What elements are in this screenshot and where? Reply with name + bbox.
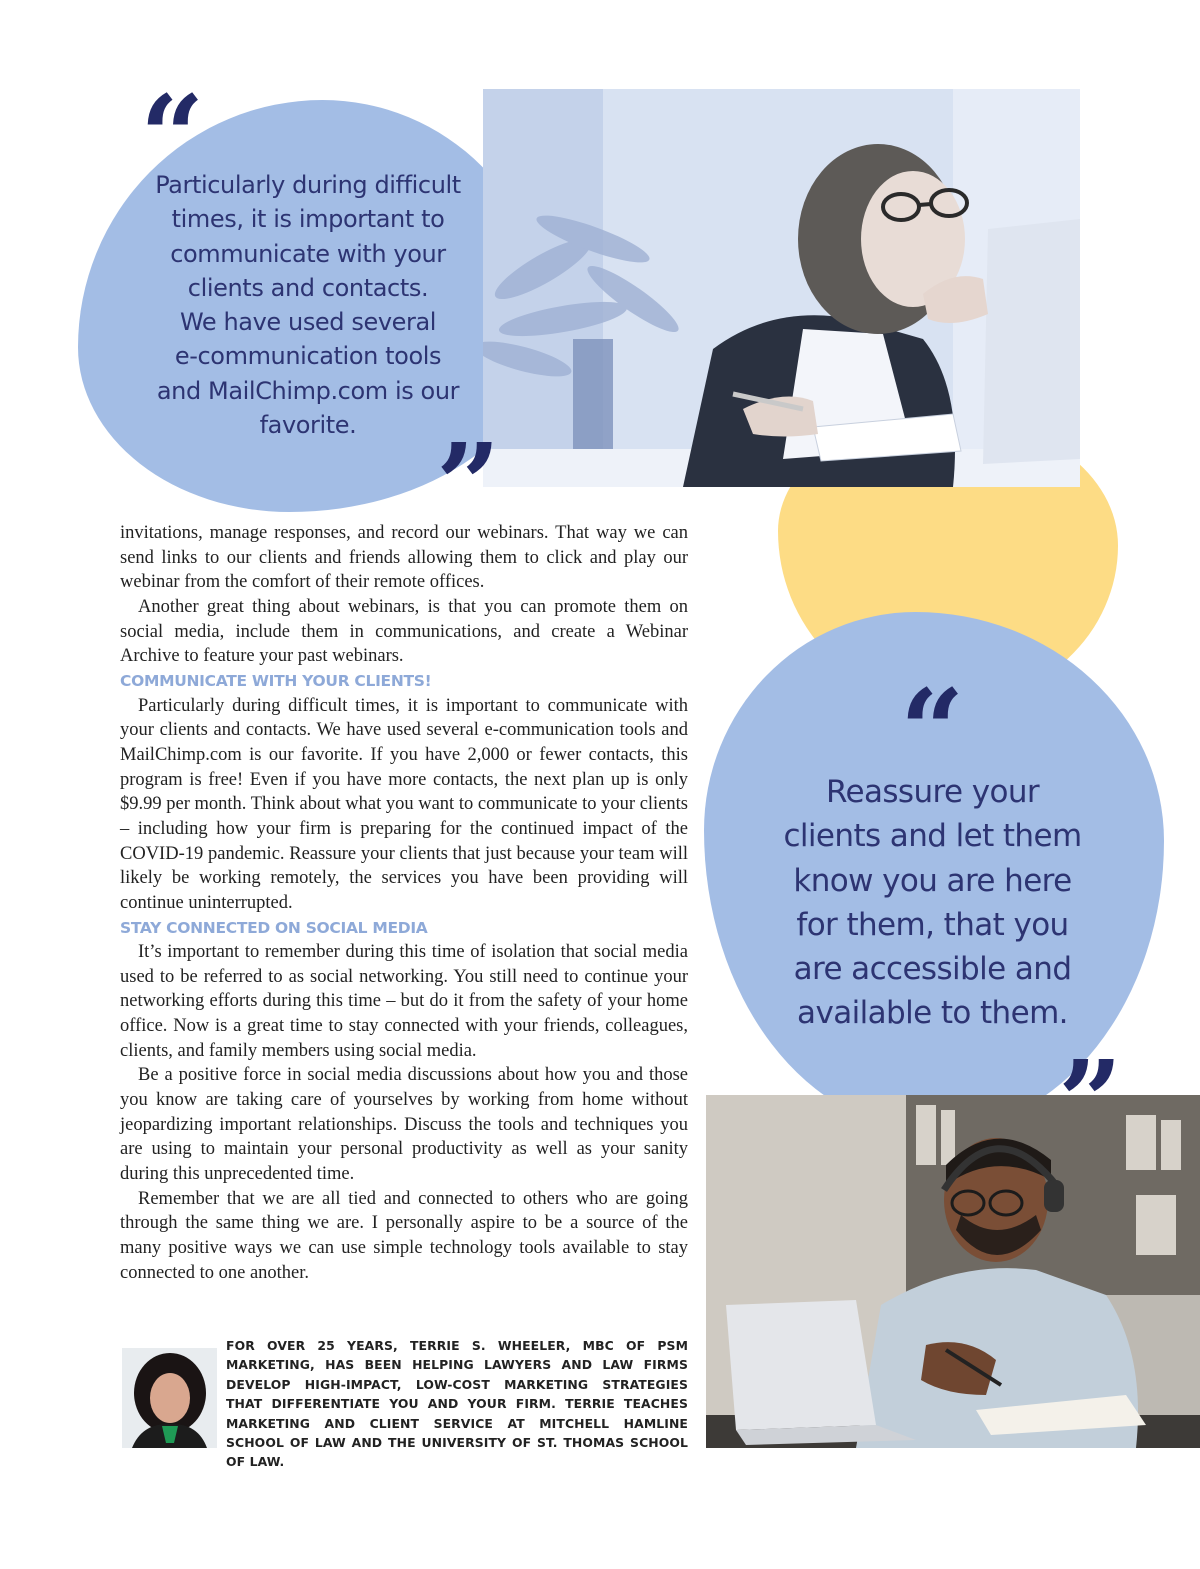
section-heading-social-media: STAY CONNECTED ON SOCIAL MEDIA [120,918,428,937]
open-quote-mark-right: “ [900,666,965,797]
man-photo-illustration [706,1095,1200,1448]
pull-quote-right-line: for them, that you [796,906,1069,943]
pull-quote-top-line: communicate with your [170,239,446,268]
close-quote-mark-right: ” [1058,1037,1123,1168]
author-headshot [122,1348,217,1448]
pull-quote-top [128,168,488,442]
article-paragraph: Another great thing about webinars, is that you can promote them on social media, include them in communications, and create a Webinar Archive to feature your past webinars. [120,596,688,667]
section-heading-communicate: COMMUNICATE WITH YOUR CLIENTS! [120,671,432,690]
pull-quote-top-line: favorite. [259,411,357,440]
pull-quote-right-line: clients and let them [783,818,1082,855]
article-paragraph: invitations, manage responses, and record our webinars. That way we can send links to our clients and friends allowing them to click and play our webinar from the comfort of their remote offices. [120,523,688,593]
pull-quote-top-line: times, it is important to [171,205,445,234]
pull-quote-top-line: and MailChimp.com is our [156,376,460,405]
pull-quote-right-line: are accessible and [793,951,1072,988]
pull-quote-right [760,770,1105,1036]
pull-quote-top-line: Particularly during difficult [155,171,461,199]
pull-quote-right-line: know you are here [793,862,1072,899]
man-with-headphones-photo [706,1095,1200,1448]
article-paragraph: Particularly during difficult times, it is important to communicate with your clients and contacts. We have used several e-communication tools and MailChimp.com is our favorite. If you have 2,000 or fewer contacts, this program is free! Even if you have more contacts, the next plan up is only $9.99 per month. Think about what you want to communicate to your clients – including how your firm is preparing for the continued impact of the COVID-19 pandemic. Reassure your clients that just because your team will likely be working remotely, the services you have been providing will continue uninterrupted. [120,695,688,913]
article-paragraph: Remember that we are all tied and connected to others who are going through the same thing we are. I personally aspire to be a source of the many positive ways we can use simple technology tools available to stay connected to one another. [120,1188,688,1283]
woman-at-laptop-photo [483,89,1080,487]
close-quote-mark-top: ” [436,420,501,551]
open-quote-mark-top: “ [140,72,205,203]
pull-quote-top-line: e-communication tools [174,342,442,371]
author-bio: FOR OVER 25 YEARS, TERRIE S. WHEELER, MBC OF PSM MARKETING, HAS BEEN HELPING LAWYERS AND LAW FIRMS DEVELOP HIGH-IMPACT, LOW-COST MARKETING STRATEGIES THAT DIFFERENTIATE YOU AND YOUR FIRM. TERRIE TEACHES MARKETING AND CLIENT SERVICE AT MITCHELL HAMLINE SCHOOL OF LAW AND THE UNIVERSITY OF ST. THOMAS SCHOOL OF LAW. [226,1338,688,1470]
author-headshot-illustration [122,1348,217,1448]
pull-quote-right-line: Reassure your [825,774,1040,810]
article-body [120,521,688,1285]
pull-quote-top-line: clients and contacts. [187,273,429,302]
woman-photo-illustration [483,89,1080,487]
article-paragraph: Be a positive force in social media discussions about how you and those you know are taking care of yourselves by working from home without jeopardizing important relationships. Discuss the tools and techniques you are using to maintain your personal productivity as well as your sanity during this unprecedented time. [120,1065,688,1185]
article-paragraph: It’s important to remember during this time of isolation that social media used to be referred to as social networking. You still need to continue your networking efforts during this time – but do it from the safety of your home office. Now is a great time to stay connected with your friends, colleagues, clients, and family members using social media. [120,942,688,1061]
pull-quote-top-line: We have used several [179,308,437,337]
pull-quote-right-line: available to them. [797,995,1068,1032]
